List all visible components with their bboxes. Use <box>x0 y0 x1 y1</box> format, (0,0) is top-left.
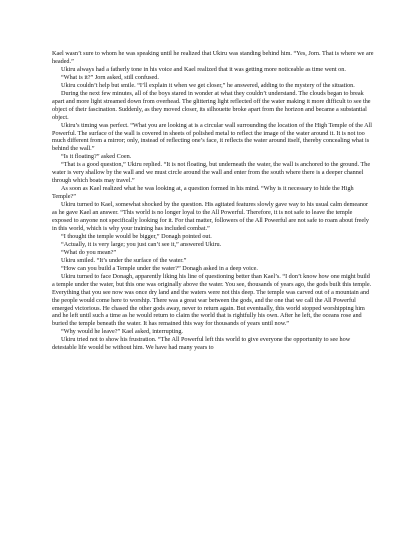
paragraph-17: “Why would he leave?” Kael asked, interrupting. <box>61 328 183 336</box>
paragraph-11: “I thought the temple would be bigger,” Donagh pointed out. <box>61 232 212 240</box>
paragraph-15: “How can you build a Temple under the water?” Donagh asked in a deep voice. <box>61 264 258 272</box>
paragraph-4: Ukiru couldn’t help but smile. “I’ll explain it when we get closer,” he answered, adding to the mystery of the situation. <box>61 81 355 89</box>
paragraph-1: Kael wasn’t sure to whom he was speaking until he realized that Ukiru was standing behind him. “Yes, Jorn. That is where we are headed.” <box>52 50 374 65</box>
paragraph-6: Ukiru’s timing was perfect. “What you are looking at is a circular wall surrounding the location of the High Temple of the All Powerful. The surface of the wall is covered in sheets of polished metal to reflect the image of the water around it. It is not too much different from a mirror; only, instead of reflecting one’s face, it reflects the water around itself, thereby concealing what is behind the wall.” <box>52 121 372 153</box>
paragraph-18: Ukiru tried not to show his frustration. “The All Powerful left this world to give everyone the opportunity to see how detestable life would be without him. We have had many years to <box>52 336 351 352</box>
paragraph-14: Ukiru smiled. “It’s under the surface of the water.” <box>61 256 187 264</box>
paragraph-16: Ukiru turned to face Donagh, apparently liking his line of questioning better than Kael’s. “I don’t know how one might build a temple under the water, but this one was originally above the water. You see, thousands of years ago, the gods built this temple. Everything that you see now was once dry land and the waters were not this deep. The temple was carved out of a mountain and the people would come here to worship. There was a great war between the gods, and the one that we call the All Powerful emerged victorious. He chased the other gods away, never to return again. But eventually, this world stopped worshipping him and he left until such a time as he would return to claim the world that is rightfully his own. After he left, the oceans rose and buried the temple beneath the water. It has remained this way for thousands of years until now.” <box>52 272 372 328</box>
paragraph-5: During the next few minutes, all of the boys stared in wonder at what they couldn’t understand. The clouds began to break apart and more light streamed down from overhead. The glittering light reflected off the water making it more difficult to see the object of their fascination. Suddenly, as they moved closer, its silhouette broke apart from the horizon and became a substantial object. <box>52 89 371 121</box>
paragraph-2: Ukiru always had a fatherly tone in his voice and Kael realized that it was getting more noticeable as time went on. <box>61 65 346 73</box>
paragraph-9: As soon as Kael realized what he was looking at, a question formed in his mind. “Why is it necessary to hide the High Temple?” <box>52 185 354 201</box>
paragraph-7: “Is it floating?” asked Coen. <box>61 153 132 161</box>
paragraph-10: Ukiru turned to Kael, somewhat shocked by the question. His agitated features slowly gave way to his usual calm demeanor as he gave Kael an answer. “This world is no longer loyal to the All Powerful. Therefore, it is not safe to leave the temple exposed to anyone not specifically looking for it. For that matter, followers of the All Powerful are not safe to roam about freely in this world, which is why your training has included combat.” <box>52 201 369 232</box>
paragraph-3: “What is it?” Jorn asked, still confused. <box>61 73 159 81</box>
paragraph-8: “That is a good question,” Ukiru replied. “It is not floating, but underneath the water, the wall is anchored to the ground. The water is very shallow by the wall and we must circle around the wall and enter from the south where there is a deeper channel through which boats may travel.” <box>52 161 371 185</box>
paragraph-13: “What do you mean?” <box>61 248 117 256</box>
body-text <box>52 50 374 352</box>
paragraph-12: “Actually, it is very large; you just can’t see it,” answered Ukiru. <box>61 240 222 248</box>
